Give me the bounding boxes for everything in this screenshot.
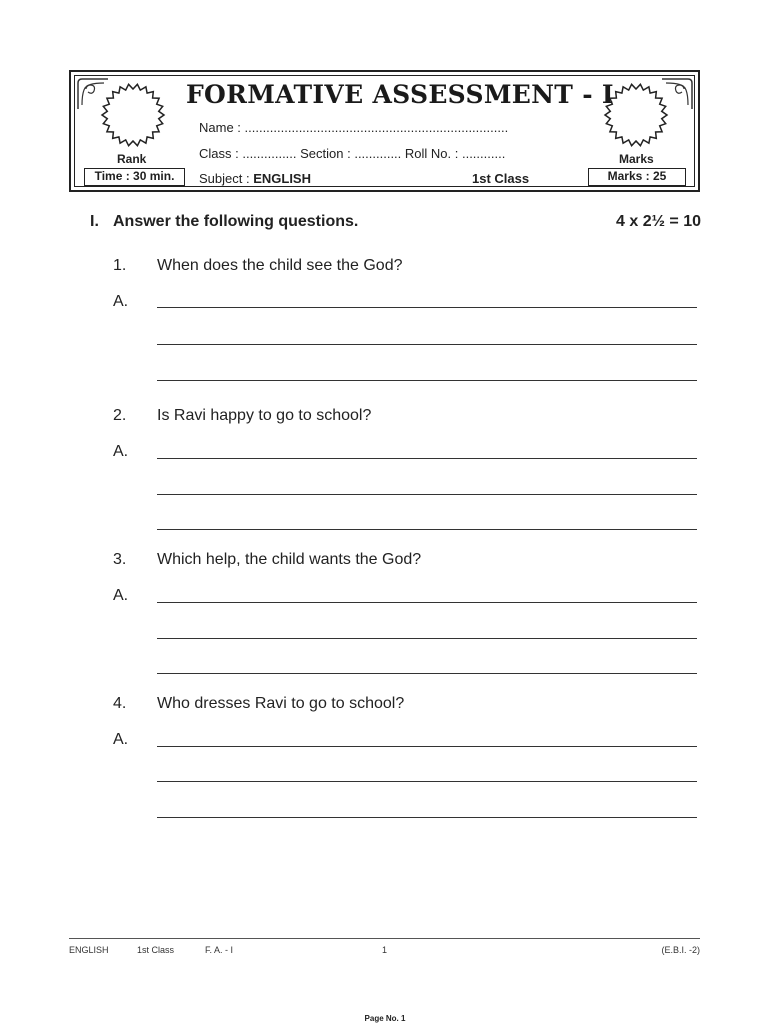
answer-line[interactable]	[157, 458, 697, 459]
class-section-roll-field: Class : ............... Section : ............. Roll No. : ............	[199, 146, 506, 161]
footer-assessment: F. A. - I	[205, 945, 234, 955]
answer-line[interactable]	[157, 494, 697, 495]
question-number: 3.	[113, 551, 127, 568]
answer-label: A.	[113, 293, 129, 310]
footer-class: 1st Class	[137, 945, 175, 955]
question-text: Who dresses Ravi to go to school?	[157, 695, 405, 712]
subject-label: Subject :	[199, 171, 254, 186]
answer-line[interactable]	[157, 746, 697, 747]
section-instruction: Answer the following questions.	[113, 213, 359, 230]
answer-line[interactable]	[157, 380, 697, 381]
answer-line[interactable]	[157, 529, 697, 530]
answer-line[interactable]	[157, 673, 697, 674]
answer-line[interactable]	[157, 817, 697, 818]
marks-label: Marks	[619, 152, 654, 166]
answer-line[interactable]	[157, 344, 697, 345]
question-text: Which help, the child wants the God?	[157, 551, 422, 568]
rank-label: Rank	[117, 152, 147, 166]
footer-page: 1	[382, 945, 388, 955]
subject-value: ENGLISH	[253, 171, 311, 186]
page-title: FORMATIVE ASSESSMENT - I	[186, 80, 614, 109]
rank-seal-icon	[98, 82, 168, 152]
footer-rule	[69, 938, 700, 939]
class-value: 1st Class	[472, 171, 530, 186]
question-text: Is Ravi happy to go to school?	[157, 407, 372, 424]
time-box: Time : 30 min.	[84, 168, 185, 186]
answer-label: A.	[113, 443, 129, 460]
answer-label: A.	[113, 587, 129, 604]
answer-line[interactable]	[157, 638, 697, 639]
footer-code: (E.B.I. -2)	[661, 945, 700, 955]
page-number: Page No. 1	[364, 1014, 406, 1023]
answer-line[interactable]	[157, 781, 697, 782]
section-number: I.	[90, 213, 99, 230]
question-number: 4.	[113, 695, 127, 712]
question-number: 2.	[113, 407, 127, 424]
answer-label: A.	[113, 731, 129, 748]
marks-box: Marks : 25	[588, 168, 686, 186]
question-text: When does the child see the God?	[157, 257, 403, 274]
name-field: Name : .........................................................................	[199, 120, 509, 135]
question-number: 1.	[113, 257, 127, 274]
answer-line[interactable]	[157, 602, 697, 603]
section-marks: 4 x 2½ = 10	[616, 213, 701, 230]
answer-line[interactable]	[157, 307, 697, 308]
subject-field	[199, 171, 311, 186]
footer-subject: ENGLISH	[69, 945, 109, 955]
